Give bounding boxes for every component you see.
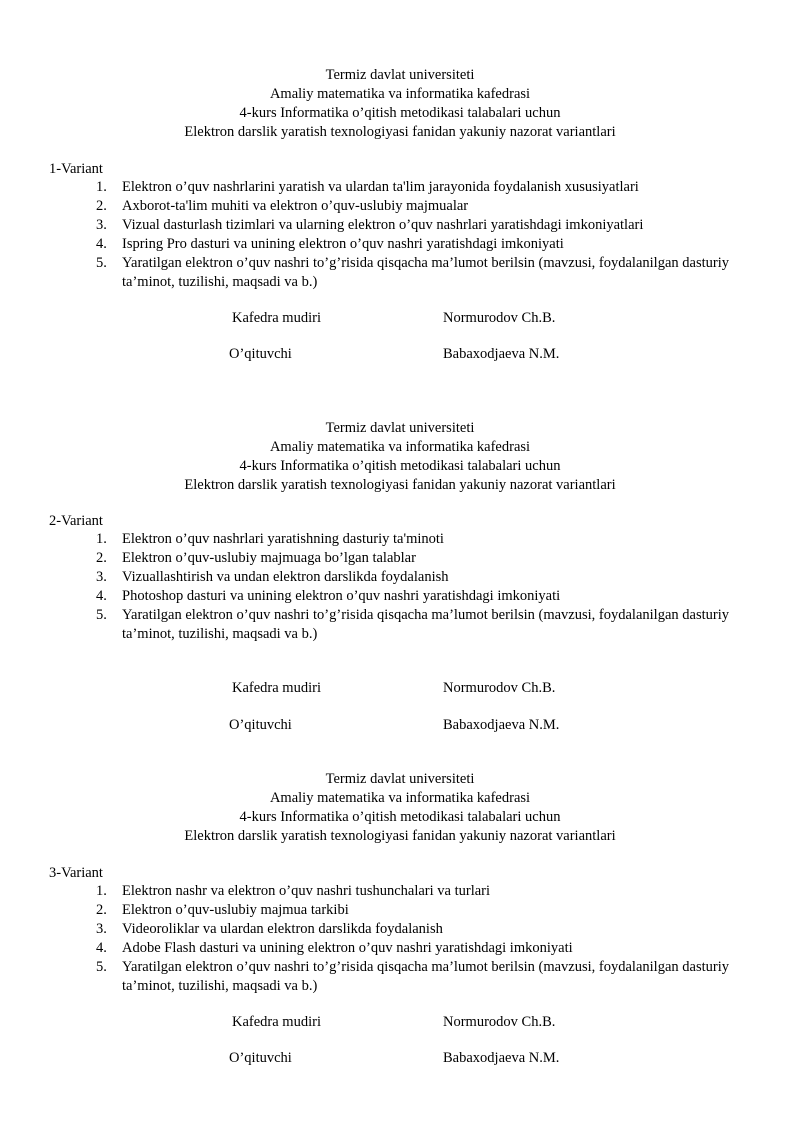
department-name: Amaliy matematika va informatika kafedrasi [269, 790, 531, 806]
question-item [0, 587, 800, 606]
university-name: Termiz davlat universiteti [325, 771, 475, 787]
signature-role-teacher: O’qituvchi [229, 1050, 292, 1066]
document-header [0, 66, 800, 142]
question-item [0, 920, 800, 939]
question-number: 3. [96, 217, 107, 233]
question-number: 4. [96, 940, 107, 956]
question-item [0, 530, 800, 549]
question-text: Photoshop dasturi va unining elektron o’quv nashri yaratishdagi imkoniyati [122, 588, 561, 604]
question-item [0, 958, 800, 996]
question-text: Vizuallashtirish va undan elektron darslikda foydalanish [122, 569, 449, 585]
question-number: 2. [96, 550, 107, 566]
signature-name-head: Normurodov Ch.B. [443, 680, 556, 696]
signature-role-head: Kafedra mudiri [232, 680, 321, 696]
document-header [0, 770, 800, 846]
question-item [0, 216, 800, 235]
question-item [0, 549, 800, 568]
question-item [0, 882, 800, 901]
question-text: Vizual dasturlash tizimlari va ularning elektron o’quv nashrlari yaratishdagi imkoniyatlari [122, 217, 644, 233]
question-item [0, 568, 800, 587]
question-text: Ispring Pro dasturi va unining elektron o’quv nashri yaratishdagi imkoniyati [122, 236, 564, 252]
question-text: Elektron o’quv-uslubiy majmua tarkibi [122, 902, 349, 918]
question-number: 2. [96, 198, 107, 214]
signature-name-teacher: Babaxodjaeva N.M. [443, 346, 560, 362]
question-number: 3. [96, 569, 107, 585]
signature-name-teacher: Babaxodjaeva N.M. [443, 1050, 560, 1066]
question-text: Adobe Flash dasturi va unining elektron o’quv nashri yaratishdagi imkoniyati [122, 940, 573, 956]
exam-title: Elektron darslik yaratish texnologiyasi fanidan yakuniy nazorat variantlari [184, 124, 616, 140]
question-number: 5. [96, 959, 107, 975]
question-item [0, 939, 800, 958]
question-text: Yaratilgan elektron o’quv nashri to’g’risida qisqacha ma’lumot berilsin (mavzusi, foydalanilgan dasturiy ta’minot, tuzilishi, maqsadi va b.) [122, 959, 729, 994]
question-number: 4. [96, 588, 107, 604]
question-item [0, 254, 800, 292]
university-name: Termiz davlat universiteti [325, 67, 475, 83]
question-text: Yaratilgan elektron o’quv nashri to’g’risida qisqacha ma’lumot berilsin (mavzusi, foydalanilgan dasturiy ta’minot, tuzilishi, maqsadi va b.) [122, 255, 729, 290]
question-number: 2. [96, 902, 107, 918]
exam-title: Elektron darslik yaratish texnologiyasi fanidan yakuniy nazorat variantlari [184, 828, 616, 844]
question-number: 5. [96, 607, 107, 623]
question-list [0, 882, 800, 996]
question-text: Axborot-ta'lim muhiti va elektron o’quv-uslubiy majmualar [122, 198, 469, 214]
question-number: 1. [96, 179, 107, 195]
question-list [0, 178, 800, 292]
exam-title: Elektron darslik yaratish texnologiyasi fanidan yakuniy nazorat variantlari [184, 477, 616, 493]
signature-role-head: Kafedra mudiri [232, 1014, 321, 1030]
question-text: Yaratilgan elektron o’quv nashri to’g’risida qisqacha ma’lumot berilsin (mavzusi, foydalanilgan dasturiy ta’minot, tuzilishi, maqsadi va b.) [122, 607, 729, 642]
question-text: Elektron o’quv nashrlari yaratishning dasturiy ta'minoti [122, 531, 444, 547]
question-number: 5. [96, 255, 107, 271]
signature-role-teacher: O’qituvchi [229, 717, 292, 733]
department-name: Amaliy matematika va informatika kafedrasi [269, 86, 531, 102]
question-number: 3. [96, 921, 107, 937]
document-header [0, 419, 800, 495]
question-item [0, 235, 800, 254]
course-line: 4-kurs Informatika o’qitish metodikasi talabalari uchun [239, 458, 561, 474]
question-item [0, 901, 800, 920]
question-item [0, 606, 800, 644]
course-line: 4-kurs Informatika o’qitish metodikasi talabalari uchun [239, 809, 561, 825]
signature-name-head: Normurodov Ch.B. [443, 310, 556, 326]
university-name: Termiz davlat universiteti [325, 420, 475, 436]
question-text: Elektron nashr va elektron o’quv nashri tushunchalari va turlari [122, 883, 491, 899]
question-number: 4. [96, 236, 107, 252]
signature-role-head: Kafedra mudiri [232, 310, 321, 326]
question-number: 1. [96, 883, 107, 899]
signature-name-head: Normurodov Ch.B. [443, 1014, 556, 1030]
question-list [0, 530, 800, 644]
question-item [0, 178, 800, 197]
department-name: Amaliy matematika va informatika kafedrasi [269, 439, 531, 455]
variant-title: 3-Variant [49, 865, 103, 881]
variant-title: 2-Variant [49, 513, 103, 529]
question-text: Elektron o’quv-uslubiy majmuaga bo’lgan talablar [122, 550, 416, 566]
question-number: 1. [96, 531, 107, 547]
course-line: 4-kurs Informatika o’qitish metodikasi talabalari uchun [239, 105, 561, 121]
question-text: Elektron o’quv nashrlarini yaratish va ulardan ta'lim jarayonida foydalanish xususiyatlari [122, 179, 639, 195]
signature-name-teacher: Babaxodjaeva N.M. [443, 717, 560, 733]
signature-role-teacher: O’qituvchi [229, 346, 292, 362]
question-item [0, 197, 800, 216]
question-text: Videoroliklar va ulardan elektron darslikda foydalanish [122, 921, 443, 937]
variant-title: 1-Variant [49, 161, 103, 177]
